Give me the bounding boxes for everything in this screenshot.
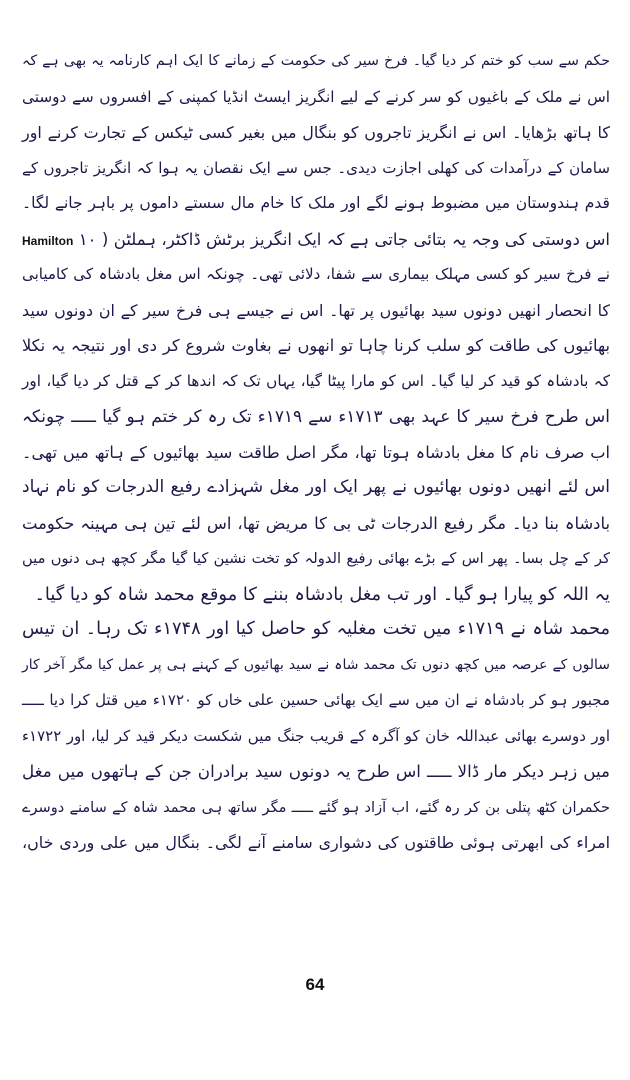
text-line: حکمران کٹھ پتلی بن کر رہ گئے، اب آزاد ہو گئے ـــــ مگر ساتھ ہی محمد شاہ کے سامنے دوسرے (22, 798, 610, 816)
text-line: اس نے ملک کے باغیوں کو سر کرنے کے لیے انگریز ایسٹ انڈیا کمپنی کے افسروں سے دوستی (22, 87, 610, 106)
body-text (22, 44, 610, 861)
text-line: بھائیوں کی طاقت کو سلب کرنا چاہا تو انھوں نے بغاوت شروع کر دی اور نتیجہ یہ نکلا (22, 336, 610, 355)
text-line: اور دوسرے بھائی عبداللہ خان کو آگرہ کے قریب جنگ میں شکست دیکر قید کر لیا، اور ۱۷۲۲ء (22, 726, 610, 745)
text-line: حکم سے سب کو ختم کر دیا گیا۔ فرخ سیر کی حکومت کے زمانے کا ایک اہم کارنامہ یہ بھی ہے کہ (22, 53, 610, 69)
latin-name-hamilton: Hamilton (22, 233, 74, 248)
text-line: قدم ہندوستان میں مضبوط ہونے لگے اور ملک کا خام مال سستے داموں پر باہر جانے لگا۔ (22, 194, 610, 212)
text-line: نے فرخ سیر کو کسی مہلک بیماری سے شفا، دلائی تھی۔ چونکہ اس مغل بادشاہ کی کامیابی (22, 265, 610, 283)
text-line: اس لئے انھیں دونوں بھائیوں نے پھر ایک اور مغل شہزادے رفیع الدرجات کو نام نہاد (22, 477, 610, 497)
text-line (22, 222, 610, 258)
text-line: کہ بادشاہ کو قید کر لیا گیا۔ اس کو مارا پیٹا گیا، یہاں تک کہ اندھا کر کے قتل کر دیا گیا، اور (22, 371, 610, 390)
text-line: امراء کی ابھرتی ہوئی طاقتوں کی دشواری سامنے آنے لگی۔ بنگال میں علی وردی خاں، (22, 833, 610, 852)
text-line: کر کے چل بسا۔ پھر اس کے بڑے بھائی رفیع الدولہ کو تخت نشین کیا گیا مگر کچھ ہی دنوں میں (22, 550, 610, 567)
page-number: 64 (305, 975, 325, 994)
text-line: کا ہاتھ بڑھایا۔ اس نے انگریز تاجروں کو بنگال میں بغیر کسی ٹیکس کے تجارت کرنے اور (22, 123, 610, 142)
text-segment: اس دوستی کی وجہ یہ بتائی جاتی ہے کہ ایک انگریز برٹش ڈاکٹر، ہملٹن (113, 229, 610, 249)
text-line: سالوں کے عرصہ میں کچھ دنوں تک محمد شاہ نے سید بھائیوں کے کہنے ہی پر عمل کیا مگر آخر کار (22, 656, 610, 673)
text-line: میں زہر دیکر مار ڈالا ـــــ اس طرح یہ دونوں سید برادران جن کے ہاتھوں میں مغل (22, 761, 610, 781)
text-line: مجبور ہو کر بادشاہ نے ان میں سے ایک بھائی حسین علی خاں کو ۱۷۲۰ء میں قتل کرا دیا ـــــ (22, 691, 610, 709)
text-line: اس طرح فرخ سیر کا عہد بھی ۱۷۱۳ء سے ۱۷۱۹ء تک رہ کر ختم ہو گیا ـــــ چونکہ (22, 406, 610, 426)
text-line: محمد شاہ نے ۱۷۱۹ء میں تخت مغلیہ کو حاصل کیا اور ۱۷۴۸ء تک رہا۔ ان تیس (22, 619, 611, 639)
paren-note: ( ۱۰ (78, 229, 109, 249)
text-line: کا انحصار انھیں دونوں سید بھائیوں پر تھا۔ اس نے جیسے ہی فرخ سیر کے ان دونوں سید (22, 300, 610, 320)
text-line: اب صرف نام کا مغل بادشاہ ہوتا تھا، مگر اصل طاقت سید بھائیوں کے ہاتھ میں تھی۔ (22, 442, 610, 462)
text-line: بادشاہ بنا دیا۔ مگر رفیع الدرجات ٹی بی کا مریض تھا، اس لئے تین ہی مہینہ حکومت (22, 513, 610, 533)
text-line: یہ اللہ کو پیارا ہو گیا۔ اور تب مغل بادشاہ بننے کا موقع محمد شاہ کو دیا گیا۔ (34, 583, 610, 605)
text-line: سامان کے درآمدات کی کھلی اجازت دیدی۔ جس سے ایک نقصان یہ ہوا کہ انگریز تاجروں کے (22, 158, 610, 177)
